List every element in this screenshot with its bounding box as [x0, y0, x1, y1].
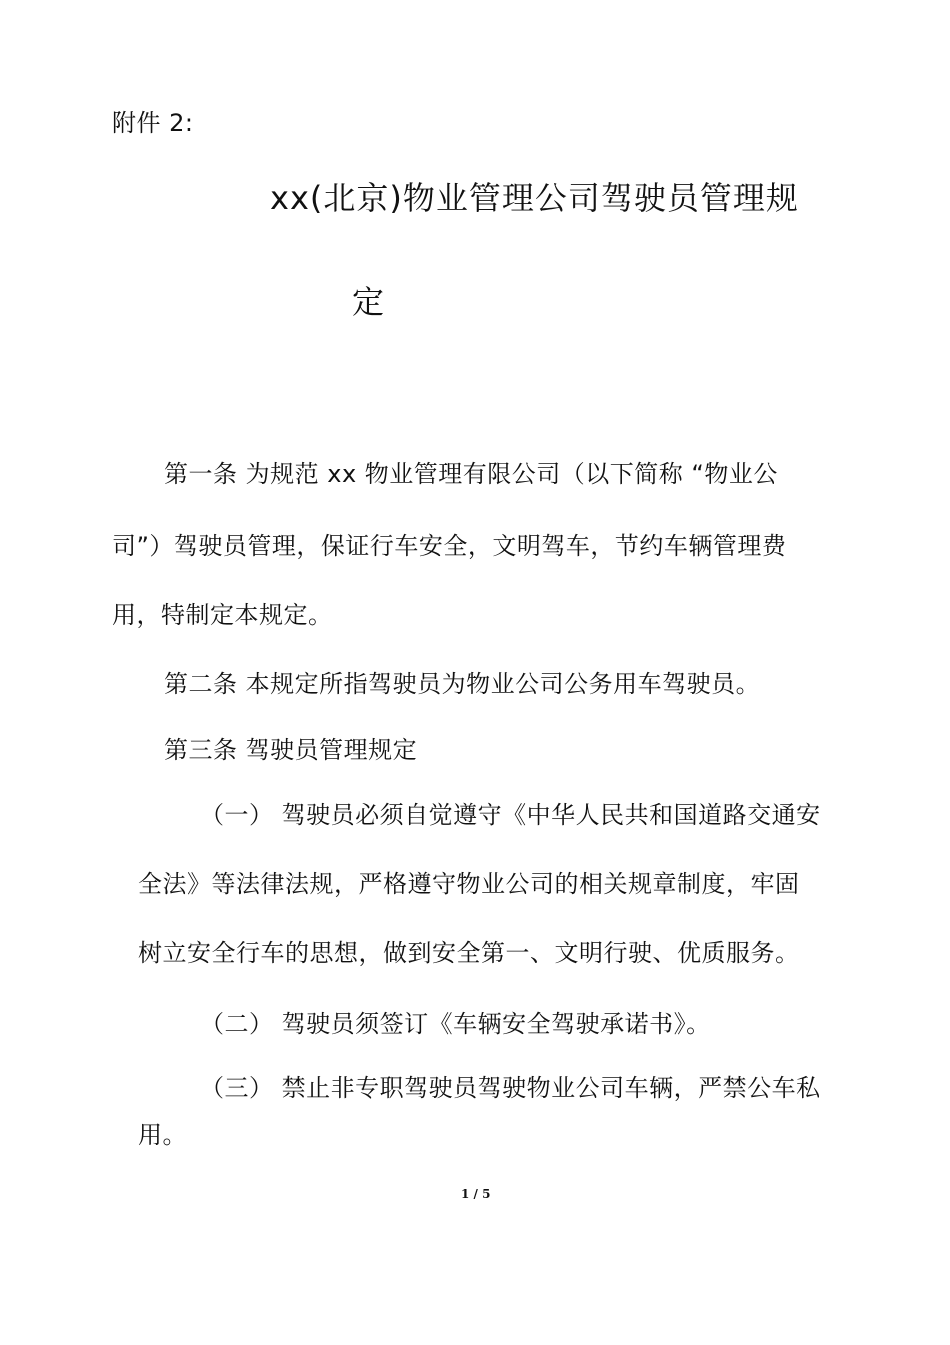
- item-1-line-1: （一） 驾驶员必须自觉遵守《中华人民共和国道路交通安: [200, 801, 821, 829]
- item-2: （二） 驾驶员须签订《车辆安全驾驶承诺书》。: [200, 1010, 711, 1038]
- item-3-line-1: （三） 禁止非专职驾驶员驾驶物业公司车辆，严禁公车私: [200, 1074, 821, 1102]
- article-1-line-1: 第一条 为规范 xx 物业管理有限公司（以下简称 “物业公: [164, 460, 778, 488]
- document-title-line-1: xx(北京)物业管理公司驾驶员管理规: [270, 179, 799, 217]
- item-1-line-2: 全法》等法律法规，严格遵守物业公司的相关规章制度，牢固: [138, 870, 800, 898]
- document-title-line-2: 定: [352, 283, 386, 321]
- page-number: 1 / 5: [461, 1187, 491, 1201]
- item-3-line-2: 用。: [138, 1121, 187, 1149]
- article-2: 第二条 本规定所指驾驶员为物业公司公务用车驾驶员。: [164, 670, 761, 698]
- article-3: 第三条 驾驶员管理规定: [164, 736, 418, 764]
- item-1-line-3: 树立安全行车的思想，做到安全第一、文明行驶、优质服务。: [138, 939, 800, 967]
- attachment-label: 附件 2:: [112, 109, 194, 137]
- article-1-line-2: 司”）驾驶员管理，保证行车安全，文明驾车，节约车辆管理费: [112, 532, 787, 560]
- article-1-line-3: 用，特制定本规定。: [112, 601, 333, 629]
